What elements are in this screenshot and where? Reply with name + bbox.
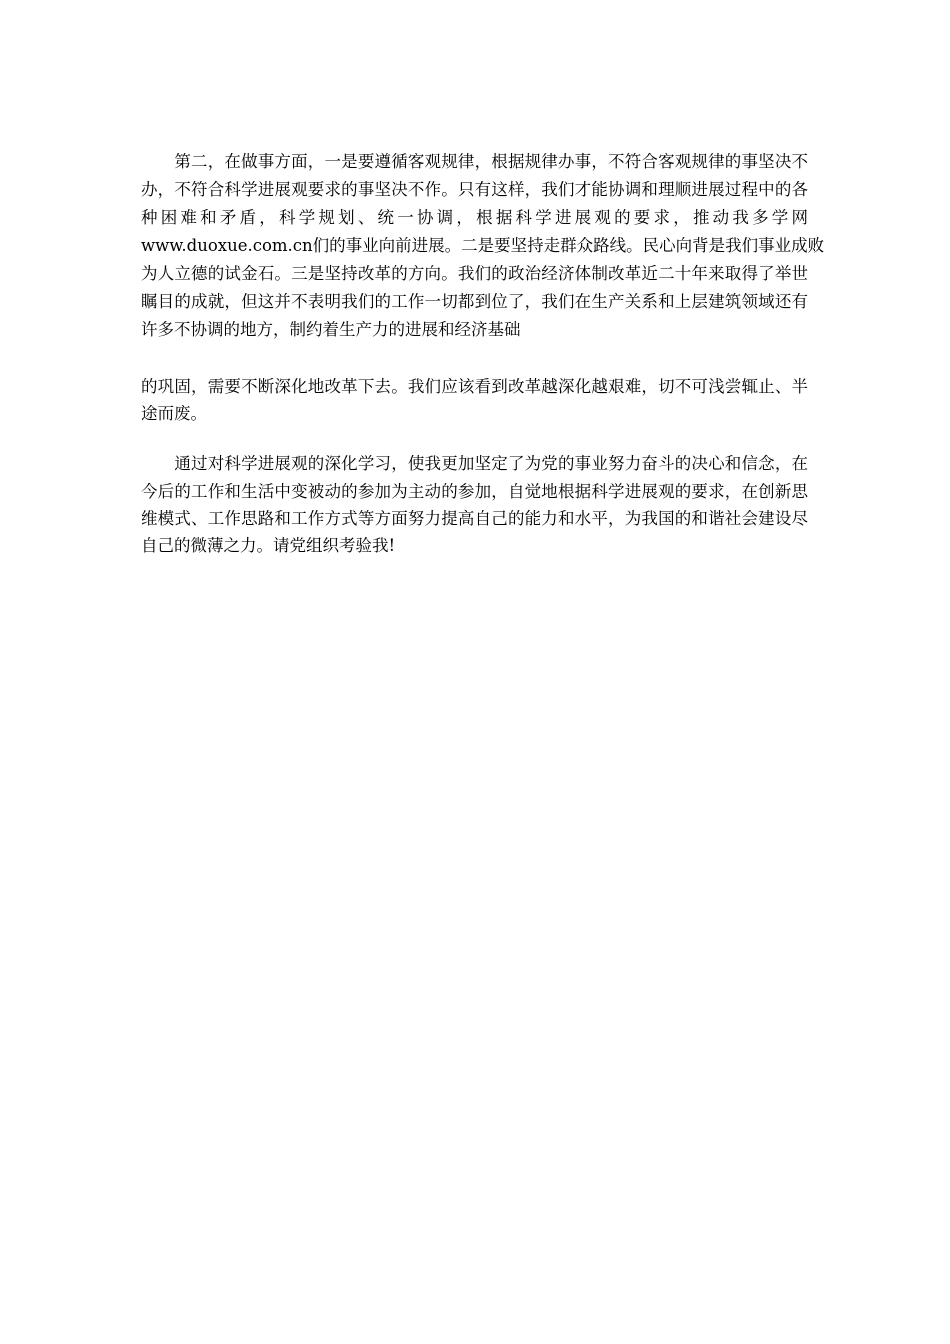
paragraph-3-line-2: 今后的工作和生活中变被动的参加为主动的参加，自觉地根据科学进展观的要求，在创新思 [141,482,808,501]
paragraph-3-line-1: 通过对科学进展观的深化学习，使我更加坚定了为党的事业努力奋斗的决心和信念，在 [141,454,808,473]
paragraph-1-line-4: www.duoxue.com.cn们的事业向前进展。二是要坚持走群众路线。民心向背是我们事业成败 [141,236,825,255]
paragraph-1-line-5: 为人立德的试金石。三是坚持改革的方向。我们的政治经济体制改革近二十年来取得了举世 [141,264,808,283]
paragraph-3-line-4: 自己的微薄之力。请党组织考验我! [141,536,396,555]
paragraph-1-line-1: 第二，在做事方面，一是要遵循客观规律，根据规律办事，不符合客观规律的事坚决不 [141,152,808,171]
paragraph-1-line-7: 许多不协调的地方，制约着生产力的进展和经济基础 [141,320,521,339]
paragraph-1-line-2: 办，不符合科学进展观要求的事坚决不作。只有这样，我们才能协调和理顺进展过程中的各 [141,180,808,199]
paragraph-3-line-3: 维模式、工作思路和工作方式等方面努力提高自己的能力和水平，为我国的和谐社会建设尽 [141,509,808,528]
paragraph-2-line-1: 的巩固，需要不断深化地改革下去。我们应该看到改革越深化越艰难，切不可浅尝辄止、半 [141,377,808,396]
paragraph-1-line-3: 种困难和矛盾，科学规划、统一协调，根据科学进展观的要求，推动我多学网 [141,208,808,227]
paragraph-1-line-6: 瞩目的成就，但这并不表明我们的工作一切都到位了，我们在生产关系和上层建筑领域还有 [141,292,808,311]
paragraph-2-line-2: 途而废。 [141,404,207,423]
